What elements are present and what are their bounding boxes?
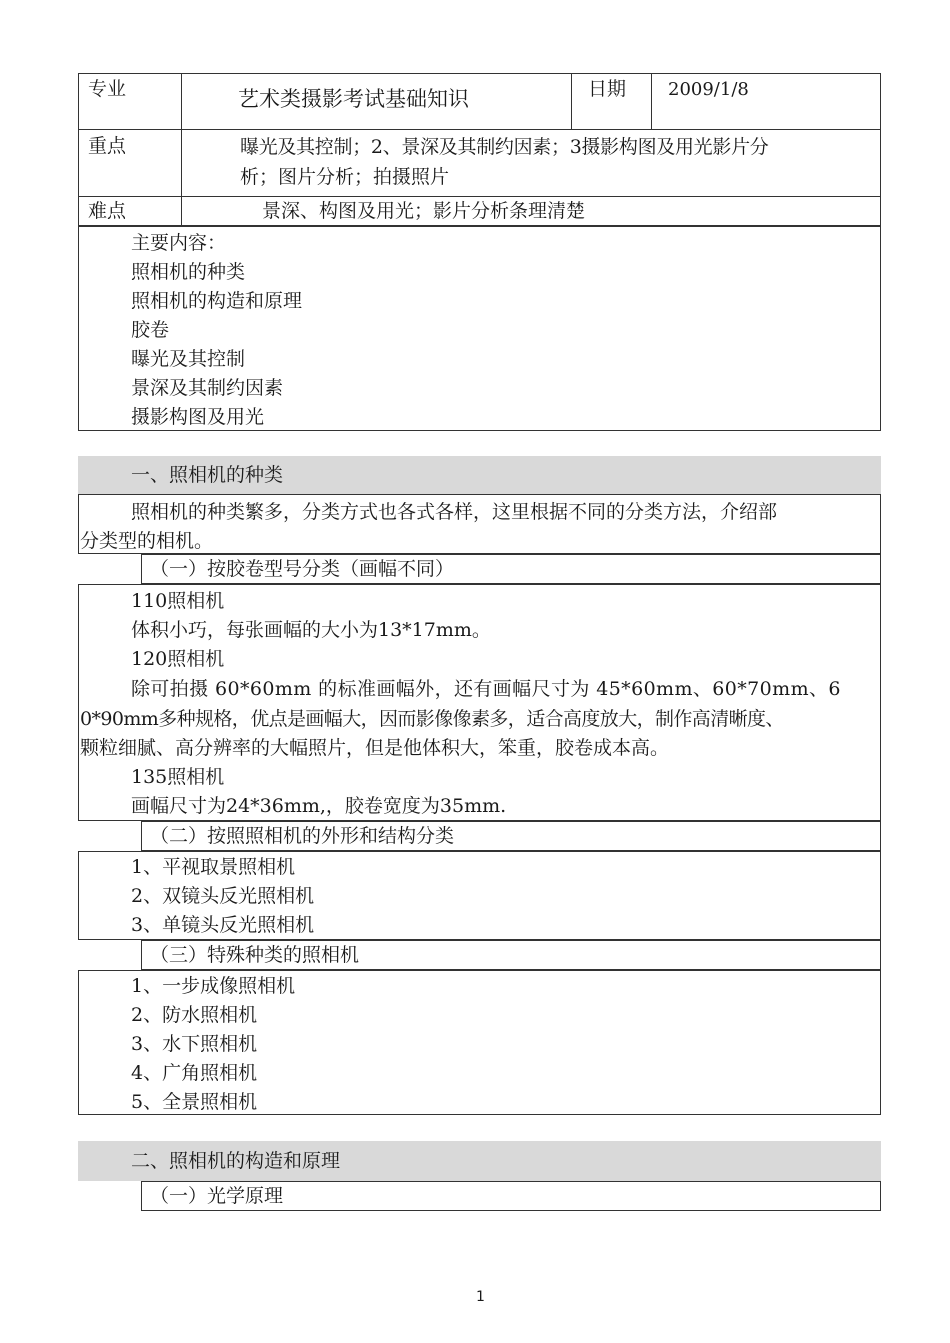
section1-intro-line1: 照相机的种类繁多，分类方式也各式各样，这里根据不同的分类方法，介绍部 bbox=[131, 501, 778, 523]
page-number: 1 bbox=[476, 1289, 485, 1305]
sub1-line: 画幅尺寸为24*36mm,，胶卷宽度为35mm. bbox=[131, 795, 507, 817]
contents-item: 照相机的种类 bbox=[131, 261, 246, 283]
header-divider bbox=[78, 129, 881, 130]
major-value: 艺术类摄影考试基础知识 bbox=[238, 87, 469, 111]
contents-item: 胶卷 bbox=[131, 319, 170, 341]
date-label: 日期 bbox=[588, 78, 627, 100]
contents-title: 主要内容： bbox=[131, 232, 227, 254]
section2-sub1-title: （一）光学原理 bbox=[150, 1185, 284, 1207]
sub1-line: 120照相机 bbox=[131, 648, 225, 670]
key-label: 重点 bbox=[88, 135, 127, 157]
sub3-item: 5、全景照相机 bbox=[131, 1091, 258, 1113]
sub2-item: 3、单镜头反光照相机 bbox=[131, 914, 315, 936]
section2-title: 二、照相机的构造和原理 bbox=[131, 1150, 341, 1172]
difficulty-label: 难点 bbox=[88, 200, 127, 222]
sub2-title: （二）按照照相机的外形和结构分类 bbox=[150, 825, 455, 847]
header-col-divider bbox=[181, 73, 182, 226]
sub3-item: 1、一步成像照相机 bbox=[131, 975, 296, 997]
contents-item: 景深及其制约因素 bbox=[131, 377, 284, 399]
sub2-item: 2、双镜头反光照相机 bbox=[131, 885, 315, 907]
sub3-item: 2、防水照相机 bbox=[131, 1004, 258, 1026]
key-value-line2: 析；图片分析；拍摄照片 bbox=[240, 166, 450, 188]
sub3-title: （三）特殊种类的照相机 bbox=[150, 944, 360, 966]
sub1-line: 135照相机 bbox=[131, 766, 225, 788]
sub1-line: 0*90mm多种规格，优点是画幅大，因而影像像素多，适合高度放大，制作高清晰度、 bbox=[80, 708, 784, 730]
sub1-line: 110照相机 bbox=[131, 590, 225, 612]
sub2-item: 1、平视取景照相机 bbox=[131, 856, 296, 878]
difficulty-value: 景深、构图及用光；影片分析条理清楚 bbox=[262, 200, 586, 222]
contents-item: 摄影构图及用光 bbox=[131, 406, 265, 428]
key-value-line1: 曝光及其控制；2、景深及其制约因素；3摄影构图及用光影片分 bbox=[240, 136, 769, 158]
sub3-item: 3、水下照相机 bbox=[131, 1033, 258, 1055]
section1-intro-line2: 分类型的相机。 bbox=[80, 530, 214, 552]
contents-item: 照相机的构造和原理 bbox=[131, 290, 303, 312]
section1-title: 一、照相机的种类 bbox=[131, 464, 284, 486]
sub1-line: 体积小巧，每张画幅的大小为13*17mm。 bbox=[131, 619, 491, 641]
sub1-line: 除可拍摄 60*60mm 的标准画幅外，还有画幅尺寸为 45*60mm、60*70mm、6 bbox=[131, 678, 841, 700]
sub1-line: 颗粒细腻、高分辨率的大幅照片，但是他体积大，笨重，胶卷成本高。 bbox=[80, 737, 670, 759]
sub3-item: 4、广角照相机 bbox=[131, 1062, 258, 1084]
date-value: 2009/1/8 bbox=[668, 79, 749, 100]
header-col-divider bbox=[571, 73, 572, 129]
contents-item: 曝光及其控制 bbox=[131, 348, 246, 370]
sub1-title: （一）按胶卷型号分类（画幅不同） bbox=[150, 558, 455, 580]
header-col-divider bbox=[651, 73, 652, 129]
major-label: 专业 bbox=[88, 78, 127, 100]
